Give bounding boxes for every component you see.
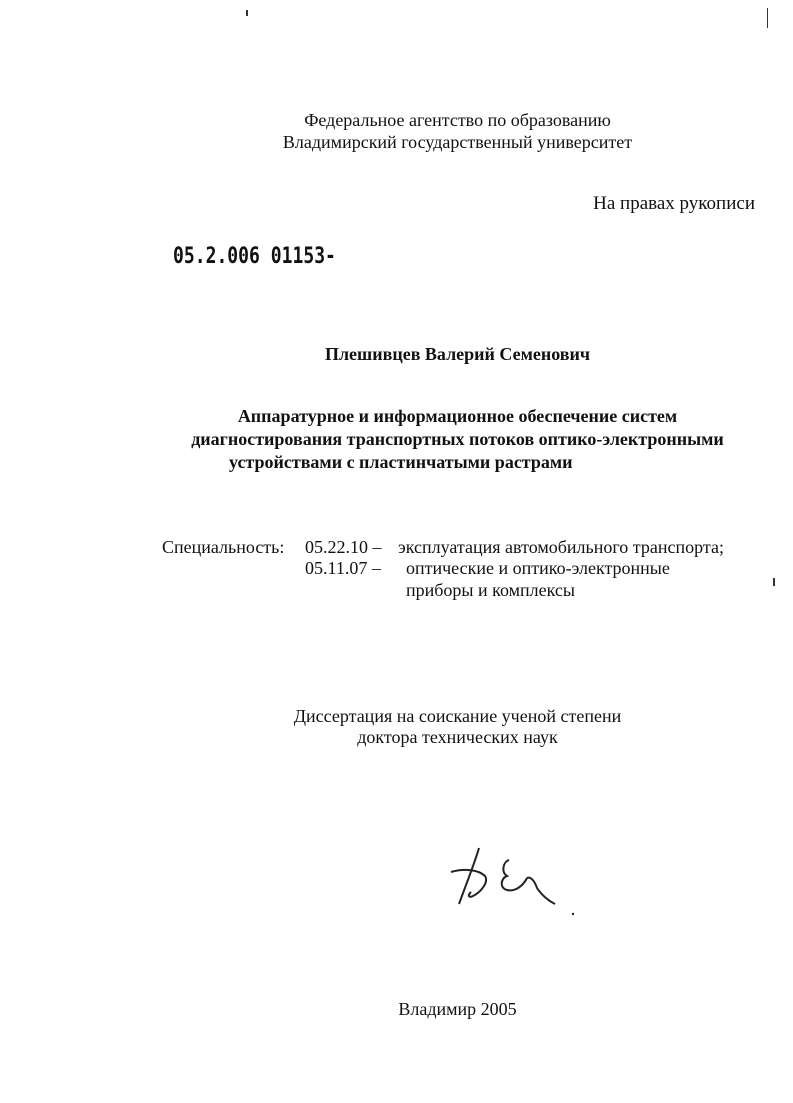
scan-speck bbox=[767, 8, 768, 28]
specialty-description: эксплуатация автомобильного транспорта; bbox=[398, 537, 724, 557]
signature bbox=[445, 842, 585, 922]
rights-note: На правах рукописи bbox=[593, 193, 755, 214]
university-name: Владимирский государственный университет bbox=[282, 132, 633, 152]
scan-speck bbox=[246, 10, 248, 16]
specialty-description: оптические и оптико-электронные bbox=[406, 558, 670, 578]
author-name: Плешивцев Валерий Семенович bbox=[324, 344, 591, 364]
specialty-code: 05.22.10 – bbox=[305, 537, 382, 557]
title-line: Аппаратурное и информационное обеспечение систем bbox=[237, 406, 678, 426]
specialty-code: 05.11.07 – bbox=[305, 558, 381, 578]
scan-speck bbox=[773, 578, 775, 586]
place-year: Владимир 2005 bbox=[398, 999, 517, 1019]
dissertation-line: доктора технических наук bbox=[357, 727, 558, 747]
specialty-description: приборы и комплексы bbox=[406, 580, 576, 600]
specialty-label: Специальность: bbox=[162, 537, 285, 557]
registry-stamp: 05.2.006 01153- bbox=[173, 244, 336, 269]
dissertation-line: Диссертация на соискание ученой степени bbox=[293, 706, 622, 726]
title-line: устройствами с пластинчатыми растрами bbox=[229, 452, 573, 472]
agency-name: Федеральное агентство по образованию bbox=[304, 110, 611, 130]
title-line: диагностирования транспортных потоков оптико-электронными bbox=[191, 429, 724, 449]
